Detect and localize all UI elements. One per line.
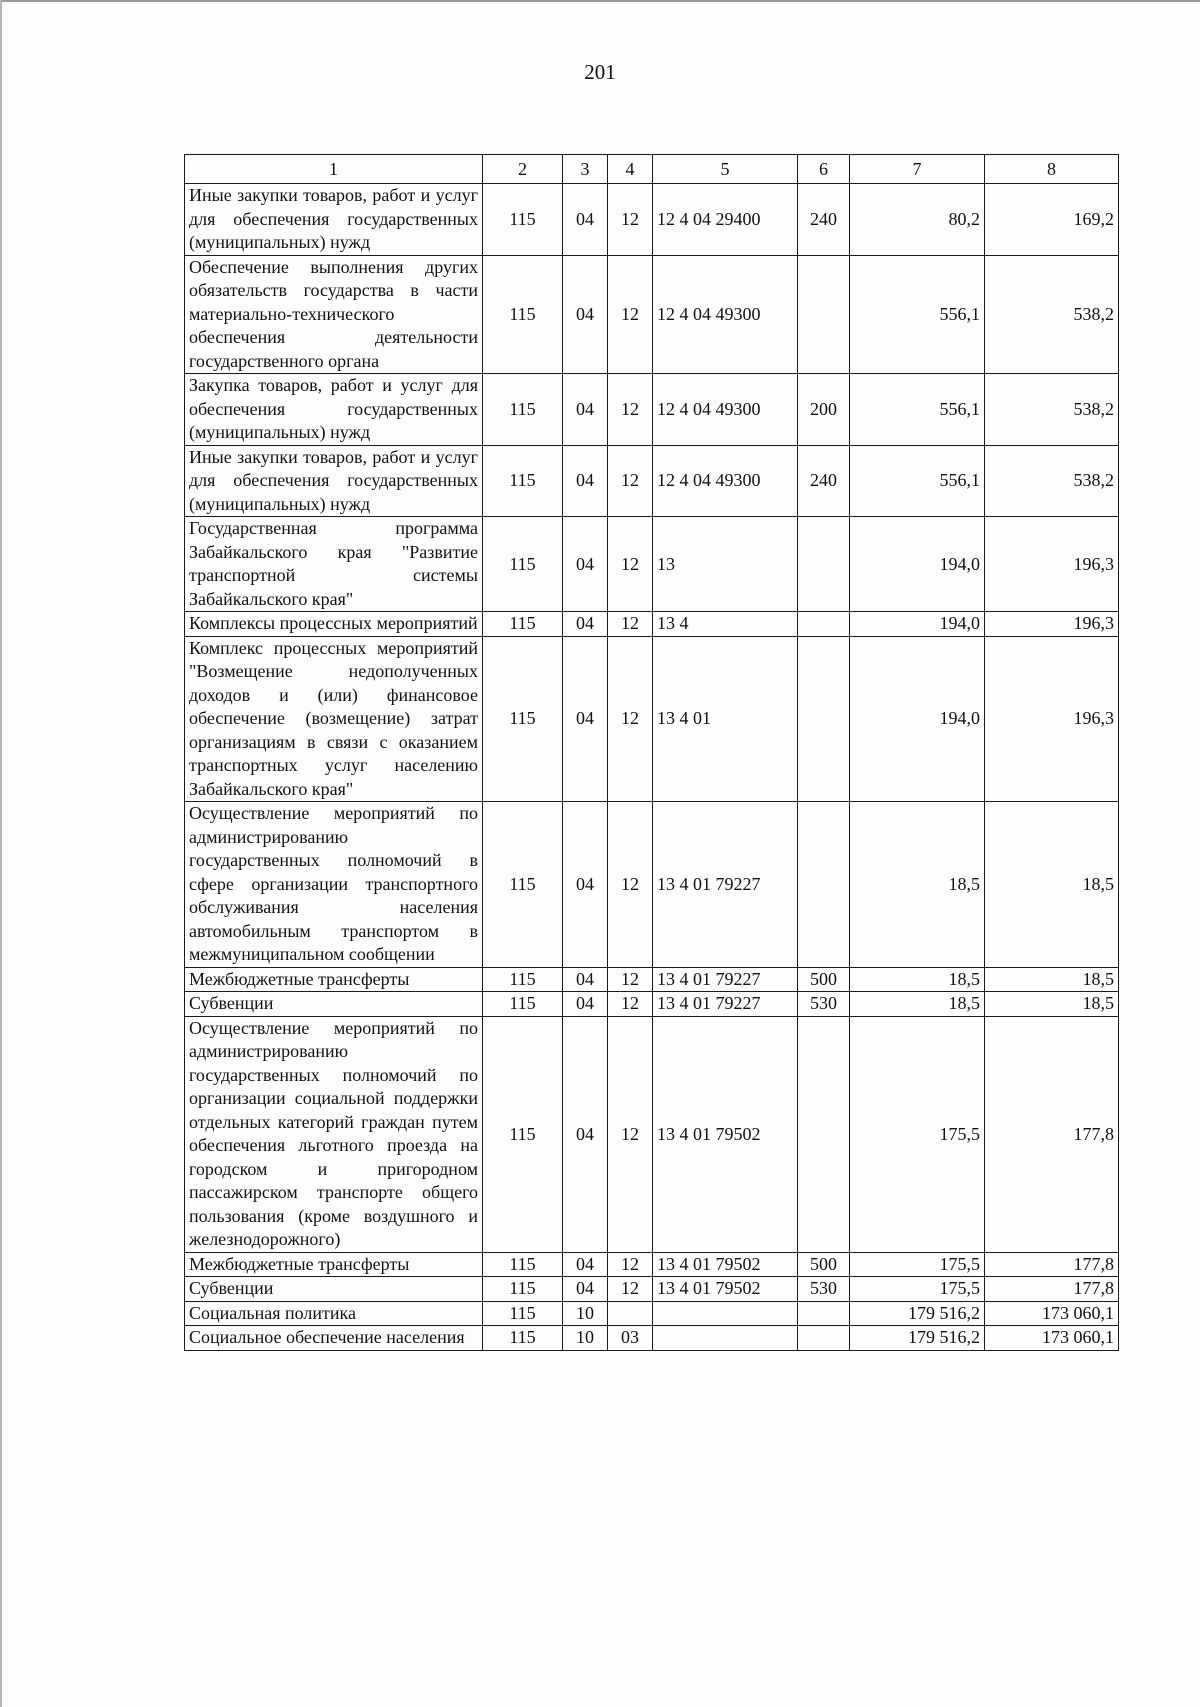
cell-expense-type: 500 (798, 1252, 850, 1277)
cell-expense-type (798, 255, 850, 374)
cell-admin-code: 115 (483, 1326, 563, 1351)
cell-amount-col7: 194,0 (850, 517, 985, 612)
cell-amount-col8: 538,2 (985, 445, 1119, 517)
cell-amount-col8: 177,8 (985, 1277, 1119, 1302)
cell-amount-col7: 18,5 (850, 967, 985, 992)
cell-amount-col7: 175,5 (850, 1016, 985, 1252)
cell-section: 04 (563, 1277, 608, 1302)
column-header: 3 (563, 155, 608, 184)
table-row (185, 967, 1119, 992)
table-row (185, 636, 1119, 802)
cell-subsection: 12 (608, 967, 653, 992)
cell-admin-code: 115 (483, 445, 563, 517)
cell-section: 04 (563, 184, 608, 256)
cell-amount-col7: 175,5 (850, 1277, 985, 1302)
table-row (185, 374, 1119, 446)
table-row (185, 612, 1119, 637)
cell-admin-code: 115 (483, 1252, 563, 1277)
row-name: Государственная программа Забайкальского края "Развитие транспортной системы Забайкальского края" (185, 517, 483, 612)
cell-target-item: 13 4 01 (653, 636, 798, 802)
cell-section: 04 (563, 374, 608, 446)
cell-section: 04 (563, 802, 608, 968)
row-name: Субвенции (185, 992, 483, 1017)
cell-amount-col8: 18,5 (985, 967, 1119, 992)
cell-section: 10 (563, 1301, 608, 1326)
cell-amount-col8: 173 060,1 (985, 1301, 1119, 1326)
cell-section: 10 (563, 1326, 608, 1351)
cell-amount-col7: 179 516,2 (850, 1301, 985, 1326)
cell-subsection: 12 (608, 636, 653, 802)
cell-amount-col7: 194,0 (850, 636, 985, 802)
cell-amount-col8: 538,2 (985, 255, 1119, 374)
cell-target-item: 13 4 01 79227 (653, 802, 798, 968)
cell-amount-col8: 196,3 (985, 612, 1119, 637)
cell-expense-type (798, 1016, 850, 1252)
cell-expense-type: 500 (798, 967, 850, 992)
table-row (185, 1326, 1119, 1351)
cell-amount-col8: 196,3 (985, 636, 1119, 802)
cell-subsection (608, 1301, 653, 1326)
cell-subsection: 12 (608, 374, 653, 446)
row-name: Межбюджетные трансферты (185, 1252, 483, 1277)
page-number: 201 (584, 60, 616, 84)
row-name: Межбюджетные трансферты (185, 967, 483, 992)
table-row (185, 802, 1119, 968)
column-header: 7 (850, 155, 985, 184)
cell-amount-col8: 18,5 (985, 992, 1119, 1017)
cell-amount-col8: 169,2 (985, 184, 1119, 256)
cell-subsection: 12 (608, 517, 653, 612)
cell-amount-col7: 556,1 (850, 255, 985, 374)
cell-target-item: 13 (653, 517, 798, 612)
cell-target-item: 13 4 01 79502 (653, 1252, 798, 1277)
table-row (185, 184, 1119, 256)
row-name: Субвенции (185, 1277, 483, 1302)
cell-amount-col8: 18,5 (985, 802, 1119, 968)
cell-target-item: 13 4 01 79502 (653, 1016, 798, 1252)
cell-amount-col7: 80,2 (850, 184, 985, 256)
cell-section: 04 (563, 967, 608, 992)
column-header: 8 (985, 155, 1119, 184)
cell-expense-type (798, 636, 850, 802)
scan-edge-left (0, 0, 2, 1707)
cell-admin-code: 115 (483, 967, 563, 992)
cell-target-item: 13 4 (653, 612, 798, 637)
cell-expense-type (798, 1301, 850, 1326)
cell-admin-code: 115 (483, 636, 563, 802)
column-header: 5 (653, 155, 798, 184)
cell-expense-type (798, 1326, 850, 1351)
cell-subsection: 12 (608, 255, 653, 374)
cell-subsection: 12 (608, 1252, 653, 1277)
cell-expense-type (798, 517, 850, 612)
row-name: Социальное обеспечение населения (185, 1326, 483, 1351)
cell-target-item (653, 1326, 798, 1351)
cell-subsection: 12 (608, 184, 653, 256)
cell-subsection: 12 (608, 612, 653, 637)
cell-expense-type: 200 (798, 374, 850, 446)
row-name: Осуществление мероприятий по администрированию государственных полномочий в сфере организации транспортного обслуживания населения автомобильным транспортом в межмуниципальном сообщении (185, 802, 483, 968)
cell-expense-type: 240 (798, 184, 850, 256)
cell-admin-code: 115 (483, 517, 563, 612)
cell-amount-col8: 196,3 (985, 517, 1119, 612)
table-row (185, 445, 1119, 517)
table-row (185, 255, 1119, 374)
cell-section: 04 (563, 612, 608, 637)
cell-amount-col7: 194,0 (850, 612, 985, 637)
cell-amount-col7: 556,1 (850, 445, 985, 517)
row-name: Иные закупки товаров, работ и услуг для обеспечения государственных (муниципальных) нужд (185, 184, 483, 256)
row-name: Осуществление мероприятий по администрированию государственных полномочий по организации социальной поддержки отдельных категорий граждан путем обеспечения льготного проезда на городском и пригородном пассажирском транспорте общего пользования (кроме воздушного и железнодорожного) (185, 1016, 483, 1252)
row-name: Обеспечение выполнения других обязательств государства в части материально-технического обеспечения деятельности государственного органа (185, 255, 483, 374)
table-row (185, 1301, 1119, 1326)
cell-amount-col7: 179 516,2 (850, 1326, 985, 1351)
cell-subsection: 03 (608, 1326, 653, 1351)
cell-admin-code: 115 (483, 1016, 563, 1252)
column-header: 4 (608, 155, 653, 184)
cell-target-item: 13 4 01 79502 (653, 1277, 798, 1302)
cell-admin-code: 115 (483, 992, 563, 1017)
cell-admin-code: 115 (483, 255, 563, 374)
cell-admin-code: 115 (483, 184, 563, 256)
row-name: Комплексы процессных мероприятий (185, 612, 483, 637)
scan-edge-top (0, 0, 1200, 2)
cell-amount-col7: 18,5 (850, 802, 985, 968)
cell-admin-code: 115 (483, 374, 563, 446)
cell-section: 04 (563, 1016, 608, 1252)
cell-amount-col8: 177,8 (985, 1252, 1119, 1277)
cell-subsection: 12 (608, 1016, 653, 1252)
cell-target-item: 12 4 04 49300 (653, 374, 798, 446)
row-name: Закупка товаров, работ и услуг для обеспечения государственных (муниципальных) нужд (185, 374, 483, 446)
cell-target-item: 13 4 01 79227 (653, 967, 798, 992)
table-row (185, 992, 1119, 1017)
cell-expense-type (798, 612, 850, 637)
cell-subsection: 12 (608, 992, 653, 1017)
cell-expense-type: 240 (798, 445, 850, 517)
column-header: 6 (798, 155, 850, 184)
cell-section: 04 (563, 255, 608, 374)
budget-table (184, 154, 1119, 1351)
table-row (185, 1016, 1119, 1252)
cell-expense-type: 530 (798, 1277, 850, 1302)
cell-section: 04 (563, 636, 608, 802)
cell-expense-type (798, 802, 850, 968)
cell-section: 04 (563, 445, 608, 517)
table-header-row (185, 155, 1119, 184)
cell-target-item: 12 4 04 29400 (653, 184, 798, 256)
cell-admin-code: 115 (483, 1277, 563, 1302)
cell-amount-col7: 556,1 (850, 374, 985, 446)
cell-target-item: 12 4 04 49300 (653, 255, 798, 374)
row-name: Иные закупки товаров, работ и услуг для обеспечения государственных (муниципальных) нужд (185, 445, 483, 517)
cell-target-item: 12 4 04 49300 (653, 445, 798, 517)
cell-subsection: 12 (608, 1277, 653, 1302)
cell-admin-code: 115 (483, 612, 563, 637)
cell-admin-code: 115 (483, 802, 563, 968)
cell-subsection: 12 (608, 802, 653, 968)
cell-amount-col8: 538,2 (985, 374, 1119, 446)
cell-section: 04 (563, 517, 608, 612)
cell-amount-col8: 173 060,1 (985, 1326, 1119, 1351)
cell-target-item (653, 1301, 798, 1326)
table-row (185, 517, 1119, 612)
row-name: Комплекс процессных мероприятий "Возмещение недополученных доходов и (или) финансовое обеспечение (возмещение) затрат организациям в связи с оказанием транспортных услуг населению Забайкальского края" (185, 636, 483, 802)
cell-section: 04 (563, 992, 608, 1017)
cell-amount-col8: 177,8 (985, 1016, 1119, 1252)
cell-expense-type: 530 (798, 992, 850, 1017)
cell-section: 04 (563, 1252, 608, 1277)
table-row (185, 1277, 1119, 1302)
cell-amount-col7: 18,5 (850, 992, 985, 1017)
cell-subsection: 12 (608, 445, 653, 517)
row-name: Социальная политика (185, 1301, 483, 1326)
cell-amount-col7: 175,5 (850, 1252, 985, 1277)
cell-admin-code: 115 (483, 1301, 563, 1326)
column-header: 2 (483, 155, 563, 184)
table-row (185, 1252, 1119, 1277)
column-header: 1 (185, 155, 483, 184)
cell-target-item: 13 4 01 79227 (653, 992, 798, 1017)
